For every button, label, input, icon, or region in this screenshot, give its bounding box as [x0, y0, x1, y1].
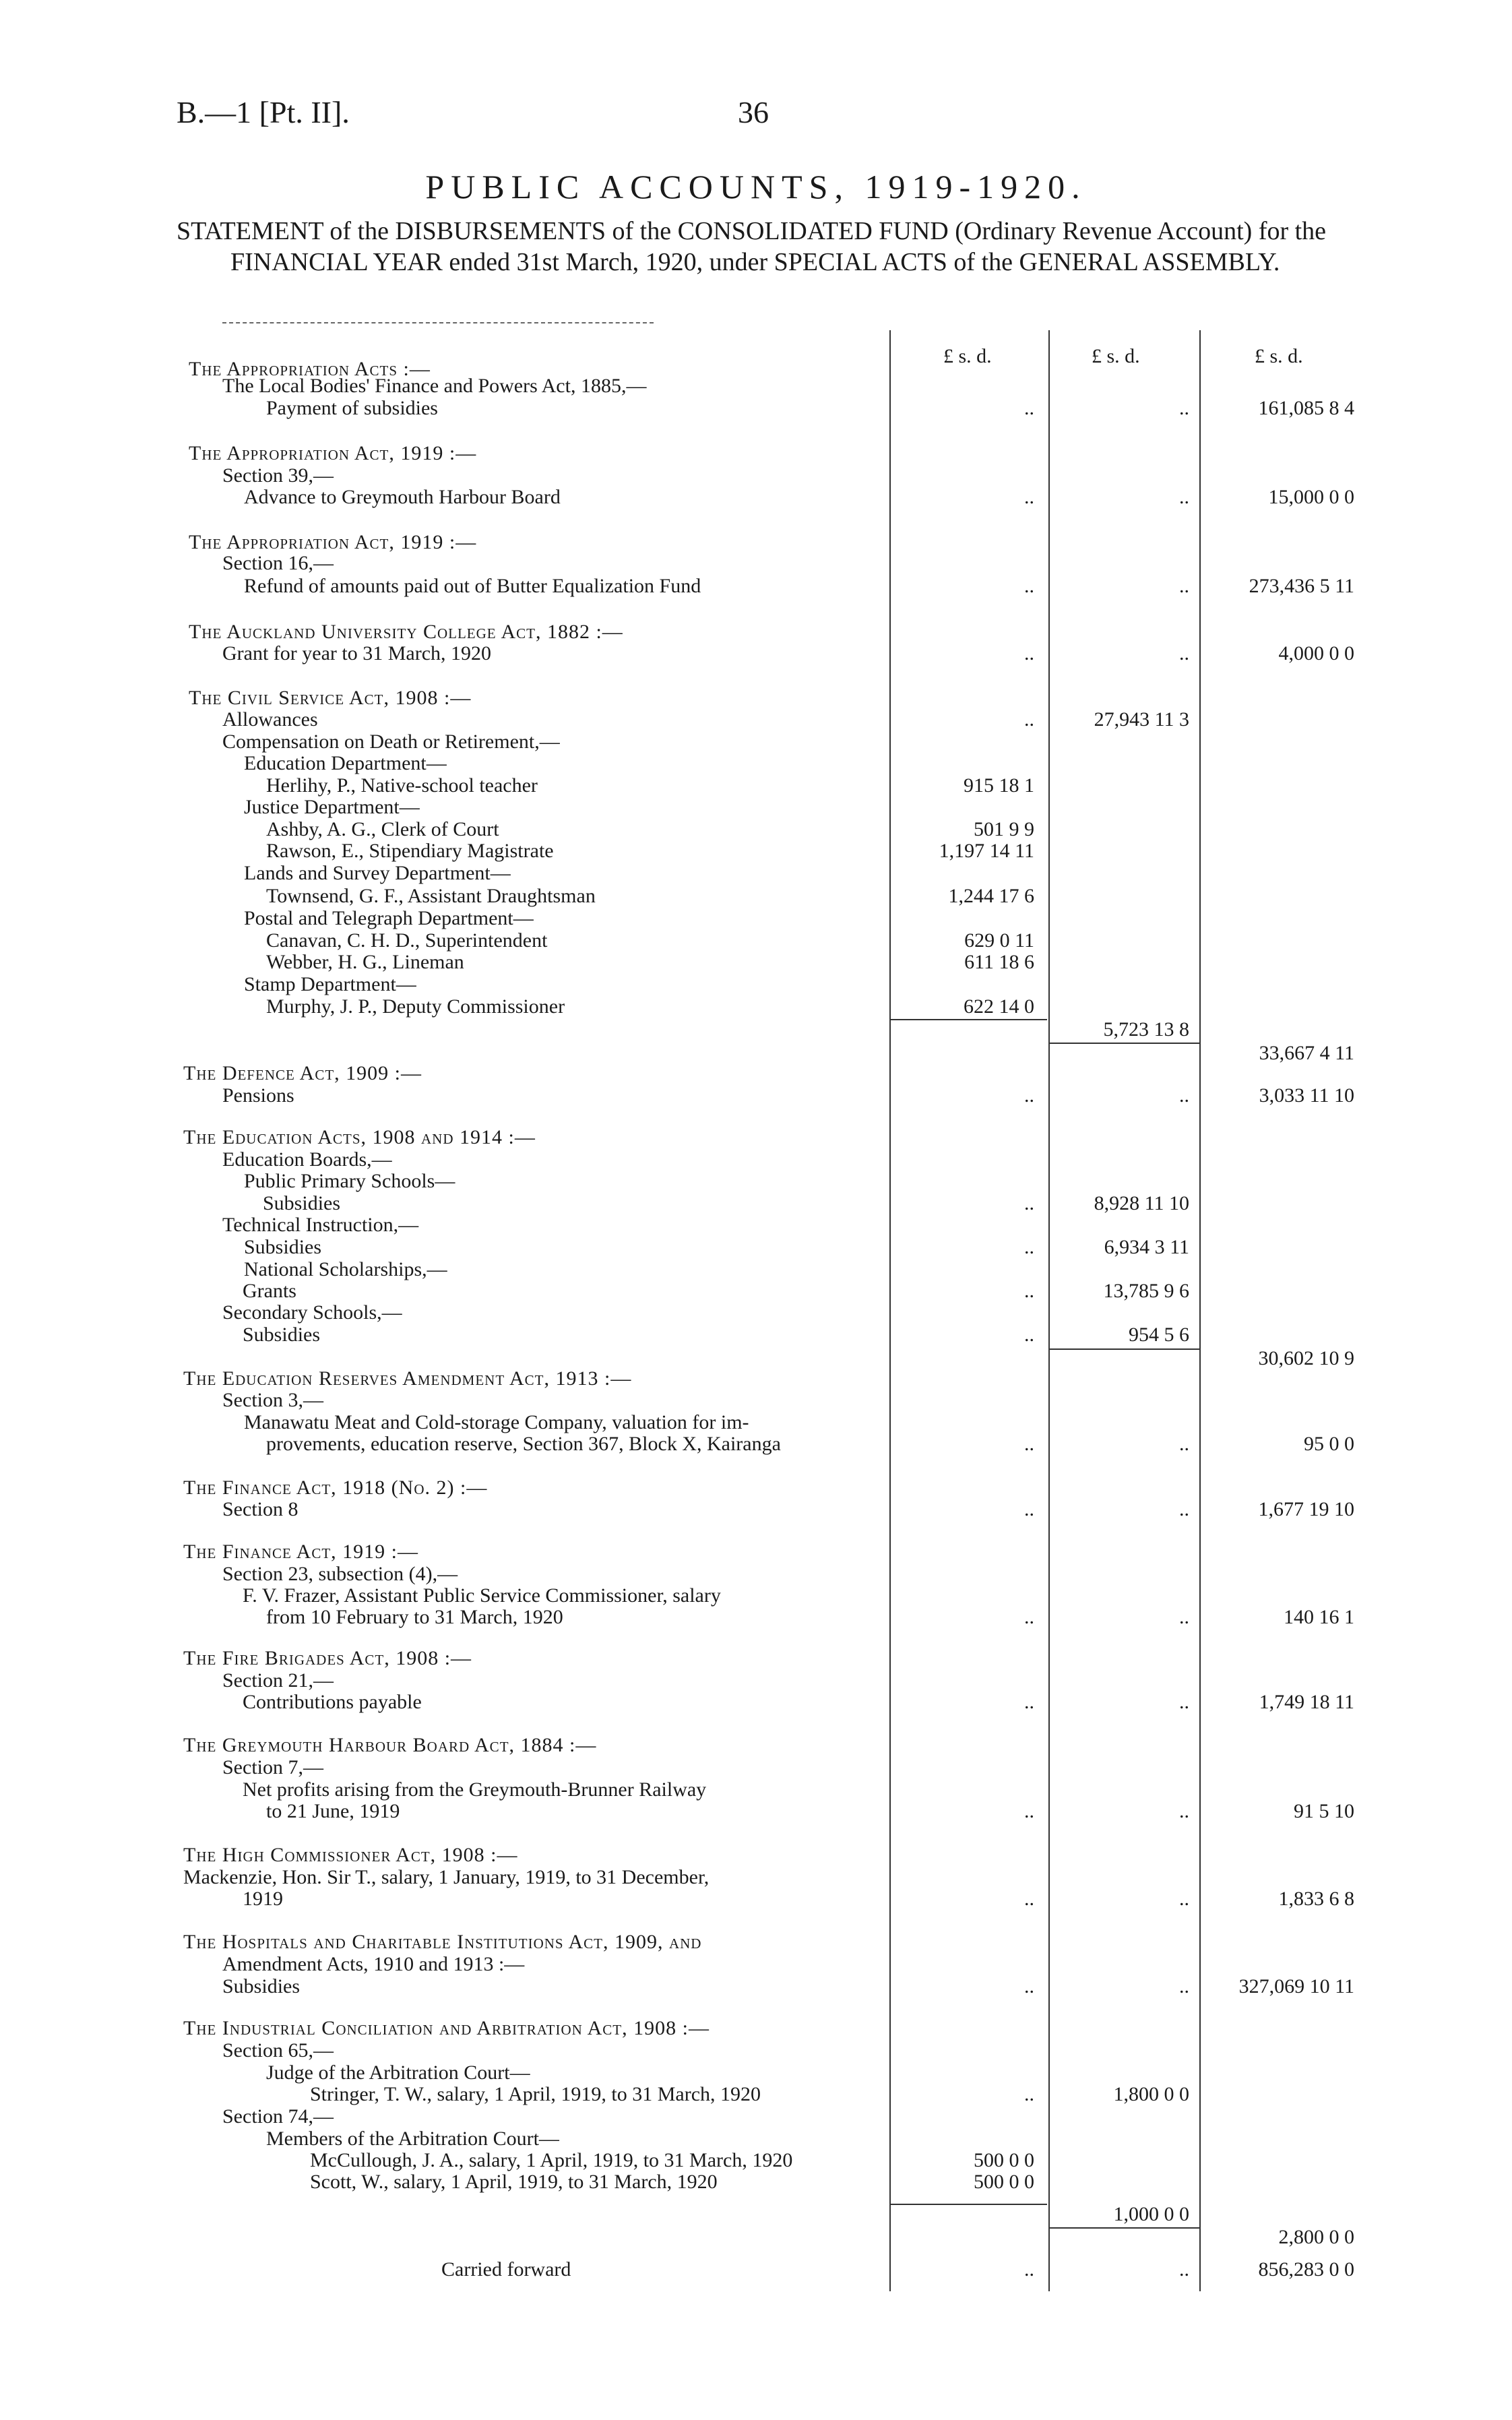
amount-cell: ..: [1179, 575, 1189, 597]
statement-intro: [177, 216, 1369, 278]
row-label: Grant for year to 31 March, 1920: [222, 642, 492, 664]
row-label: The Local Bodies' Finance and Powers Act, 1885,—: [222, 375, 647, 397]
row-label: Townsend, G. F., Assistant Draughtsman: [266, 885, 596, 907]
total-amount: 1,749 18 11: [1259, 1691, 1354, 1713]
act-heading: The Industrial Conciliation and Arbitration Act, 1908 :—: [183, 2017, 710, 2039]
act-heading: The Finance Act, 1919 :—: [183, 1541, 419, 1563]
row-label: Lands and Survey Department—: [244, 862, 511, 884]
table-row: [0, 774, 1512, 798]
amount-cell: 501 9 9: [974, 818, 1034, 840]
act-heading: The Finance Act, 1918 (No. 2) :—: [183, 1477, 488, 1499]
col3-header: £ s. d.: [1255, 345, 1303, 367]
table-row: [0, 1235, 1512, 1260]
amount-cell: ..: [1024, 2083, 1034, 2105]
table-row: [0, 374, 1512, 398]
amount-cell: ..: [1024, 1324, 1034, 1346]
table-row: [0, 1018, 1512, 1042]
row-label: Contributions payable: [243, 1691, 422, 1713]
total-amount: 1,677 19 10: [1258, 1498, 1354, 1520]
amount-cell: ..: [1024, 642, 1034, 664]
act-heading: The Fire Brigades Act, 1908 :—: [183, 1647, 472, 1669]
table-row: [0, 1733, 1512, 1758]
table-row: [0, 2148, 1512, 2173]
col2-header: £ s. d.: [1092, 345, 1140, 367]
total-amount: 95 0 0: [1304, 1433, 1354, 1455]
total-amount: 1,833 6 8: [1278, 1888, 1354, 1910]
table-row: [0, 730, 1512, 754]
subtotal-rule: [1050, 1043, 1199, 1044]
amount-cell: ..: [1024, 1498, 1034, 1520]
table-row: [0, 950, 1512, 974]
table-row: [0, 1497, 1512, 1522]
amount-cell: ..: [1024, 486, 1034, 508]
row-label: Rawson, E., Stipendiary Magistrate: [266, 840, 554, 862]
table-row: [0, 1605, 1512, 1630]
row-label: to 21 June, 1919: [266, 1800, 400, 1822]
amount-cell: ..: [1179, 1084, 1189, 1107]
table-row: [0, 485, 1512, 509]
table-row: [0, 1301, 1512, 1325]
table-row: [0, 1690, 1512, 1714]
row-label: Murphy, J. P., Deputy Commissioner: [266, 995, 565, 1018]
running-header: B.—1 [Pt. II].: [177, 95, 350, 129]
table-row: [0, 1778, 1512, 1802]
table-row: [0, 795, 1512, 819]
row-label: Scott, W., salary, 1 April, 1919, to 31 March, 1920: [310, 2171, 718, 2193]
row-label: Section 65,—: [222, 2039, 334, 2061]
table-row: [0, 1756, 1512, 1780]
row-label: Subsidies: [263, 1192, 341, 1214]
intro-text: STATEMENT of the DISBURSEMENTS of the CONSOLIDATED FUND (Ordinary Revenue Account) for the FINANCIAL YEAR ended 31st March, 1920, under SPECIAL ACTS of the GENERAL ASSEMBLY.: [177, 217, 1327, 276]
amount-cell: 915 18 1: [964, 774, 1034, 797]
table-row: [0, 2127, 1512, 2151]
table-row: [0, 1279, 1512, 1303]
row-label: National Scholarships,—: [244, 1258, 447, 1280]
row-label: Stringer, T. W., salary, 1 April, 1919, to 31 March, 1920: [310, 2083, 761, 2105]
table-row: [0, 817, 1512, 842]
table-row: [0, 839, 1512, 863]
amount-cell: ..: [1024, 1606, 1034, 1628]
row-label: Subsidies: [244, 1236, 322, 1258]
table-row: [0, 884, 1512, 908]
table-row: [0, 1388, 1512, 1413]
row-label: Technical Instruction,—: [222, 1214, 419, 1236]
row-label: Section 74,—: [222, 2105, 334, 2128]
row-label: Carried forward: [441, 2258, 571, 2281]
act-heading: The Appropriation Act, 1919 :—: [189, 442, 477, 464]
amount-cell: ..: [1024, 1084, 1034, 1107]
act-heading: The High Commissioner Act, 1908 :—: [183, 1844, 518, 1866]
table-row: [0, 1191, 1512, 1216]
row-label: Postal and Telegraph Department—: [244, 907, 534, 929]
table-row: [0, 686, 1512, 710]
total-amount: 91 5 10: [1294, 1800, 1354, 1822]
table-row: [0, 1562, 1512, 1586]
subtotal-rule: [891, 2204, 1047, 2205]
row-label: Herlihy, P., Native-school teacher: [266, 774, 538, 797]
act-heading: The Auckland University College Act, 1882 :—: [189, 621, 623, 643]
total-amount: 4,000 0 0: [1278, 642, 1354, 664]
act-heading: The Education Acts, 1908 and 1914 :—: [183, 1126, 536, 1148]
table-row: [0, 1799, 1512, 1824]
subtotal-rule: [1050, 1348, 1199, 1350]
amount-cell: 500 0 0: [974, 2149, 1034, 2171]
amount-cell: 611 18 6: [964, 951, 1034, 973]
row-label: provements, education reserve, Section 367, Block X, Kairanga: [266, 1433, 781, 1455]
row-label: Section 23, subsection (4),—: [222, 1563, 458, 1585]
subtotal-rule: [891, 1019, 1047, 1020]
table-row: [0, 1646, 1512, 1671]
total-amount: 140 16 1: [1284, 1606, 1354, 1628]
table-row: [0, 1367, 1512, 1391]
total-amount: 15,000 0 0: [1268, 486, 1354, 508]
amount-cell: ..: [1024, 397, 1034, 419]
amount-cell: 629 0 11: [964, 929, 1034, 952]
row-label: Allowances: [222, 708, 318, 731]
table-row: [0, 972, 1512, 997]
row-label: Webber, H. G., Lineman: [266, 951, 464, 973]
amount-cell: ..: [1179, 1975, 1189, 1997]
row-label: Section 8: [222, 1498, 298, 1520]
amount-cell: ..: [1179, 1498, 1189, 1520]
amount-cell: ..: [1024, 2258, 1034, 2281]
table-row: [0, 1258, 1512, 1282]
table-row: [0, 574, 1512, 598]
amount-cell: ..: [1179, 2258, 1189, 2281]
row-label: Payment of subsidies: [266, 397, 438, 419]
amount-cell: 1,800 0 0: [1113, 2083, 1189, 2105]
table-row: [0, 1169, 1512, 1193]
amount-cell: ..: [1179, 1433, 1189, 1455]
page-number: 36: [738, 95, 769, 129]
table-row: [0, 396, 1512, 421]
row-label: Compensation on Death or Retirement,—: [222, 731, 560, 753]
act-heading: The Appropriation Acts :—: [189, 358, 431, 380]
table-row: [0, 1669, 1512, 1693]
table-row: [0, 1540, 1512, 1564]
amount-cell: 27,943 11 3: [1094, 708, 1189, 731]
table-row: [0, 708, 1512, 732]
amount-cell: 1,000 0 0: [1113, 2203, 1189, 2225]
page-title: PUBLIC ACCOUNTS, 1919-1920.: [425, 168, 1087, 206]
row-label: Advance to Greymouth Harbour Board: [244, 486, 561, 508]
table-row: [0, 1865, 1512, 1890]
row-label: Stamp Department—: [244, 973, 416, 995]
table-row: [0, 1125, 1512, 1150]
row-label: Ashby, A. G., Clerk of Court: [266, 818, 499, 840]
row-label: Refund of amounts paid out of Butter Equalization Fund: [244, 575, 701, 597]
amount-cell: ..: [1024, 1433, 1034, 1455]
table-row: [0, 1930, 1512, 1954]
total-amount: 161,085 8 4: [1258, 397, 1354, 419]
act-heading: The Hospitals and Charitable Institutions Act, 1909, and: [183, 1931, 702, 1953]
table-row: [0, 1584, 1512, 1608]
table-row: [0, 2082, 1512, 2107]
row-label: Pensions: [222, 1084, 294, 1107]
table-row: [0, 464, 1512, 488]
total-amount: 2,800 0 0: [1278, 2226, 1354, 2248]
total-amount: 33,667 4 11: [1259, 1042, 1354, 1064]
amount-cell: ..: [1024, 1975, 1034, 1997]
row-label: Justice Department—: [244, 796, 420, 818]
amount-cell: ..: [1024, 1888, 1034, 1910]
amount-cell: ..: [1179, 1606, 1189, 1628]
table-row: [0, 1148, 1512, 1172]
amount-cell: ..: [1179, 642, 1189, 664]
table-row: [0, 2258, 1512, 2282]
row-label: Section 21,—: [222, 1669, 334, 1692]
amount-cell: 13,785 9 6: [1103, 1280, 1189, 1302]
amount-cell: ..: [1179, 1691, 1189, 1713]
row-label: Section 7,—: [222, 1756, 323, 1778]
row-label: Canavan, C. H. D., Superintendent: [266, 929, 548, 952]
amount-cell: 6,934 3 11: [1104, 1236, 1189, 1258]
table-row: [0, 1213, 1512, 1237]
subtotal-rule: [1050, 2227, 1199, 2229]
row-label: Manawatu Meat and Cold-storage Company, valuation for im-: [244, 1411, 749, 1433]
act-heading: The Defence Act, 1909 :—: [183, 1062, 422, 1084]
intro-divider: [222, 322, 654, 323]
row-label: Mackenzie, Hon. Sir T., salary, 1 January, 1919, to 31 December,: [183, 1866, 710, 1888]
table-row: [0, 995, 1512, 1019]
row-label: Members of the Arbitration Court—: [266, 2128, 559, 2150]
table-row: [0, 1843, 1512, 1867]
row-label: Education Department—: [244, 752, 447, 774]
act-heading: The Appropriation Act, 1919 :—: [189, 531, 477, 553]
table-row: [0, 2039, 1512, 2063]
act-heading: The Greymouth Harbour Board Act, 1884 :—: [183, 1734, 597, 1756]
table-row: [0, 2061, 1512, 2085]
row-label: McCullough, J. A., salary, 1 April, 1919, to 31 March, 1920: [310, 2149, 793, 2171]
table-row: [0, 2105, 1512, 2129]
amount-cell: 5,723 13 8: [1103, 1018, 1189, 1041]
total-amount: 856,283 0 0: [1258, 2258, 1354, 2281]
table-row: [0, 2170, 1512, 2194]
table-row: [0, 1061, 1512, 1086]
amount-cell: 622 14 0: [964, 995, 1034, 1018]
table-row: [0, 1952, 1512, 1977]
total-amount: 273,436 5 11: [1249, 575, 1354, 597]
row-label: Secondary Schools,—: [222, 1301, 402, 1324]
amount-cell: ..: [1024, 708, 1034, 731]
amount-cell: ..: [1024, 1800, 1034, 1822]
amount-cell: ..: [1024, 1236, 1034, 1258]
total-amount: 3,033 11 10: [1259, 1084, 1354, 1107]
table-row: [0, 1323, 1512, 1347]
amount-cell: ..: [1179, 486, 1189, 508]
row-label: from 10 February to 31 March, 1920: [266, 1606, 563, 1628]
amount-cell: 8,928 11 10: [1094, 1192, 1189, 1214]
row-label: Section 3,—: [222, 1389, 323, 1411]
row-label: 1919: [243, 1888, 283, 1910]
amount-cell: ..: [1179, 1888, 1189, 1910]
total-amount: 327,069 10 11: [1238, 1975, 1354, 1997]
table-row: [0, 2225, 1512, 2250]
amount-cell: 954 5 6: [1129, 1324, 1189, 1346]
table-row: [0, 1084, 1512, 1108]
act-heading: The Education Reserves Amendment Act, 1913 :—: [183, 1367, 632, 1390]
amount-cell: ..: [1179, 397, 1189, 419]
amount-cell: ..: [1024, 575, 1034, 597]
table-row: [0, 620, 1512, 644]
table-row: [0, 2016, 1512, 2041]
row-label: F. V. Frazer, Assistant Public Service Commissioner, salary: [243, 1584, 721, 1607]
amount-cell: 1,197 14 11: [939, 840, 1034, 862]
table-row: [0, 441, 1512, 466]
table-row: [0, 1432, 1512, 1456]
table-row: [0, 1887, 1512, 1911]
table-row: [0, 642, 1512, 666]
amount-cell: ..: [1179, 1800, 1189, 1822]
row-label: Section 39,—: [222, 464, 334, 487]
row-label: Judge of the Arbitration Court—: [266, 2061, 530, 2084]
amount-cell: ..: [1024, 1280, 1034, 1302]
row-label: Net profits arising from the Greymouth-Brunner Railway: [243, 1778, 707, 1801]
table-row: [0, 906, 1512, 931]
row-label: Public Primary Schools—: [244, 1170, 455, 1192]
row-label: Grants: [243, 1280, 296, 1302]
row-label: Education Boards,—: [222, 1148, 392, 1171]
act-heading: The Civil Service Act, 1908 :—: [189, 687, 472, 709]
table-row: [0, 861, 1512, 886]
amount-cell: 1,244 17 6: [948, 885, 1034, 907]
row-label: Subsidies: [222, 1975, 301, 1997]
table-row: [0, 1410, 1512, 1435]
amount-cell: ..: [1024, 1691, 1034, 1713]
table-row: [0, 929, 1512, 953]
table-row: [0, 1476, 1512, 1500]
table-row: [0, 551, 1512, 576]
row-label: Amendment Acts, 1910 and 1913 :—: [222, 1953, 525, 1975]
total-amount: 30,602 10 9: [1258, 1347, 1354, 1369]
row-label: Subsidies: [243, 1324, 321, 1346]
table-row: [0, 1975, 1512, 1999]
amount-cell: 500 0 0: [974, 2171, 1034, 2193]
col1-header: £ s. d.: [943, 345, 992, 367]
table-row: [0, 751, 1512, 776]
amount-cell: ..: [1024, 1192, 1034, 1214]
table-row: [0, 2202, 1512, 2227]
row-label: Section 16,—: [222, 552, 334, 574]
